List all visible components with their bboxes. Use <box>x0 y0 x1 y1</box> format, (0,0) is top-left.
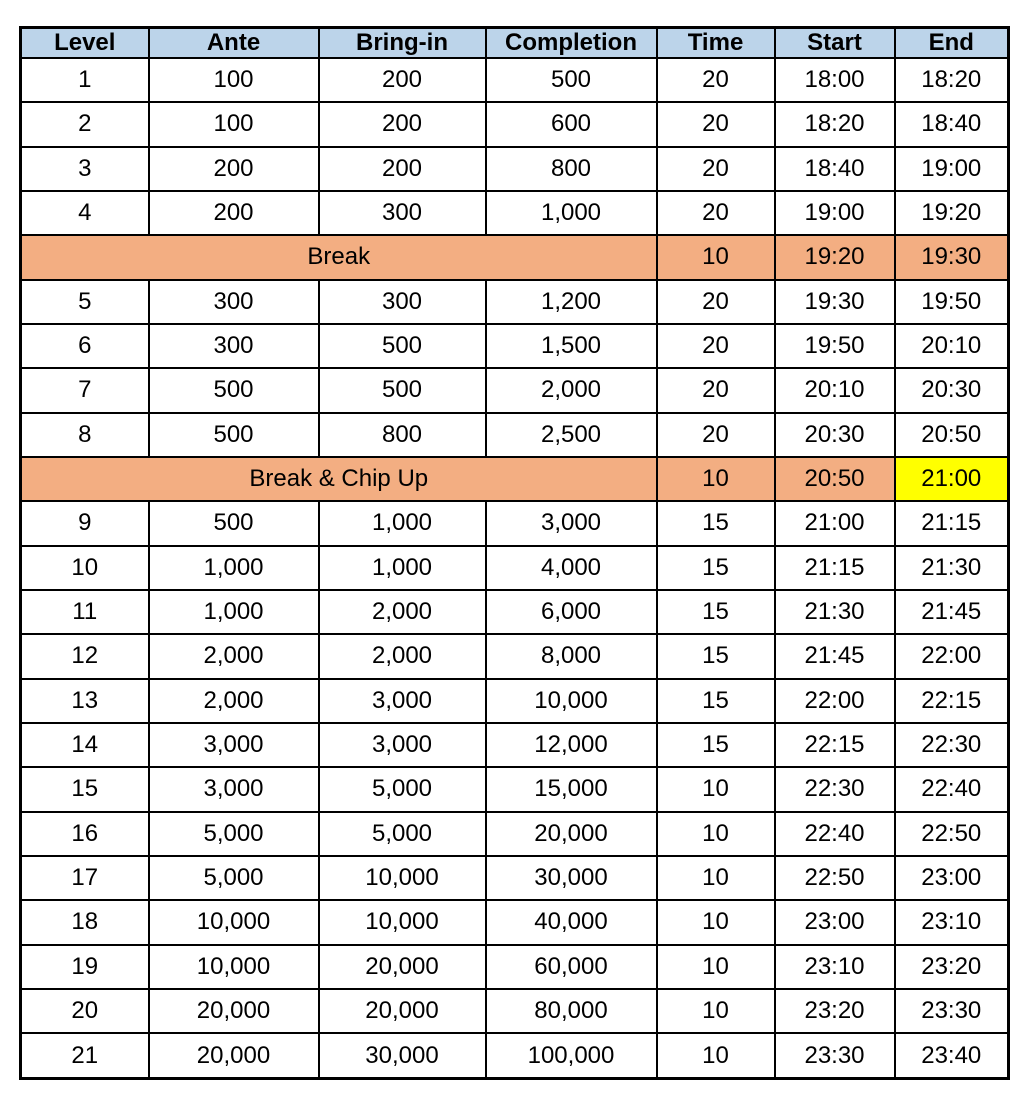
end-cell: 22:50 <box>895 812 1009 856</box>
end-cell: 18:20 <box>895 58 1009 102</box>
start-cell: 23:10 <box>775 945 895 989</box>
level-row <box>21 767 1009 811</box>
completion-cell: 3,000 <box>486 501 657 545</box>
completion-cell: 30,000 <box>486 856 657 900</box>
level-row <box>21 191 1009 235</box>
completion-cell: 4,000 <box>486 546 657 590</box>
level-cell: 13 <box>21 679 149 723</box>
time-cell: 10 <box>657 900 775 944</box>
end-cell: 19:50 <box>895 280 1009 324</box>
end-cell: 19:00 <box>895 147 1009 191</box>
bring-in-cell: 1,000 <box>319 501 486 545</box>
bring-in-cell: 10,000 <box>319 900 486 944</box>
end-cell: 19:20 <box>895 191 1009 235</box>
time-cell: 20 <box>657 147 775 191</box>
time-cell: 10 <box>657 856 775 900</box>
level-cell: 17 <box>21 856 149 900</box>
ante-cell: 10,000 <box>149 900 319 944</box>
column-header-level: Level <box>21 28 149 59</box>
bring-in-cell: 200 <box>319 147 486 191</box>
completion-cell: 600 <box>486 102 657 146</box>
level-cell: 8 <box>21 413 149 457</box>
bring-in-cell: 3,000 <box>319 679 486 723</box>
completion-cell: 12,000 <box>486 723 657 767</box>
break-row <box>21 457 1009 501</box>
level-cell: 19 <box>21 945 149 989</box>
level-row <box>21 634 1009 678</box>
end-cell: 18:40 <box>895 102 1009 146</box>
level-cell: 11 <box>21 590 149 634</box>
ante-cell: 20,000 <box>149 989 319 1033</box>
ante-cell: 200 <box>149 147 319 191</box>
ante-cell: 5,000 <box>149 856 319 900</box>
start-cell: 22:00 <box>775 679 895 723</box>
level-row <box>21 368 1009 412</box>
level-cell: 2 <box>21 102 149 146</box>
ante-cell: 3,000 <box>149 767 319 811</box>
completion-cell: 1,200 <box>486 280 657 324</box>
level-row <box>21 856 1009 900</box>
time-cell: 15 <box>657 546 775 590</box>
time-cell: 20 <box>657 58 775 102</box>
end-cell: 20:10 <box>895 324 1009 368</box>
ante-cell: 2,000 <box>149 634 319 678</box>
level-row <box>21 102 1009 146</box>
start-cell: 18:40 <box>775 147 895 191</box>
bring-in-cell: 2,000 <box>319 590 486 634</box>
table-header <box>21 28 1009 59</box>
level-row <box>21 324 1009 368</box>
table-body <box>21 58 1009 1079</box>
time-cell: 10 <box>657 1033 775 1078</box>
start-cell: 19:20 <box>775 235 895 279</box>
completion-cell: 2,500 <box>486 413 657 457</box>
start-cell: 18:20 <box>775 102 895 146</box>
bring-in-cell: 5,000 <box>319 812 486 856</box>
bring-in-cell: 200 <box>319 102 486 146</box>
ante-cell: 500 <box>149 368 319 412</box>
time-cell: 20 <box>657 102 775 146</box>
start-cell: 21:00 <box>775 501 895 545</box>
completion-cell: 20,000 <box>486 812 657 856</box>
level-cell: 1 <box>21 58 149 102</box>
level-cell: 7 <box>21 368 149 412</box>
end-cell: 22:40 <box>895 767 1009 811</box>
bring-in-cell: 500 <box>319 324 486 368</box>
end-cell: 23:10 <box>895 900 1009 944</box>
time-cell: 20 <box>657 280 775 324</box>
bring-in-cell: 1,000 <box>319 546 486 590</box>
level-cell: 16 <box>21 812 149 856</box>
bring-in-cell: 200 <box>319 58 486 102</box>
completion-cell: 800 <box>486 147 657 191</box>
start-cell: 18:00 <box>775 58 895 102</box>
ante-cell: 3,000 <box>149 723 319 767</box>
time-cell: 15 <box>657 501 775 545</box>
completion-cell: 60,000 <box>486 945 657 989</box>
completion-cell: 40,000 <box>486 900 657 944</box>
level-row <box>21 590 1009 634</box>
time-cell: 20 <box>657 324 775 368</box>
level-cell: 6 <box>21 324 149 368</box>
completion-cell: 15,000 <box>486 767 657 811</box>
bring-in-cell: 500 <box>319 368 486 412</box>
level-row <box>21 812 1009 856</box>
level-cell: 21 <box>21 1033 149 1078</box>
bring-in-cell: 20,000 <box>319 989 486 1033</box>
completion-cell: 100,000 <box>486 1033 657 1078</box>
column-header-completion: Completion <box>486 28 657 59</box>
header-row <box>21 28 1009 59</box>
level-row <box>21 679 1009 723</box>
bring-in-cell: 800 <box>319 413 486 457</box>
start-cell: 21:45 <box>775 634 895 678</box>
time-cell: 15 <box>657 590 775 634</box>
time-cell: 10 <box>657 945 775 989</box>
column-header-time: Time <box>657 28 775 59</box>
start-cell: 23:20 <box>775 989 895 1033</box>
ante-cell: 500 <box>149 501 319 545</box>
time-cell: 20 <box>657 413 775 457</box>
end-cell: 21:45 <box>895 590 1009 634</box>
bring-in-cell: 20,000 <box>319 945 486 989</box>
end-cell: 22:15 <box>895 679 1009 723</box>
level-row <box>21 147 1009 191</box>
completion-cell: 1,500 <box>486 324 657 368</box>
end-cell: 21:15 <box>895 501 1009 545</box>
level-cell: 4 <box>21 191 149 235</box>
level-row <box>21 546 1009 590</box>
level-cell: 5 <box>21 280 149 324</box>
column-header-end: End <box>895 28 1009 59</box>
start-cell: 19:50 <box>775 324 895 368</box>
time-cell: 10 <box>657 767 775 811</box>
start-cell: 22:30 <box>775 767 895 811</box>
ante-cell: 100 <box>149 102 319 146</box>
start-cell: 22:40 <box>775 812 895 856</box>
completion-cell: 500 <box>486 58 657 102</box>
end-cell: 19:30 <box>895 235 1009 279</box>
bring-in-cell: 300 <box>319 280 486 324</box>
ante-cell: 10,000 <box>149 945 319 989</box>
start-cell: 19:00 <box>775 191 895 235</box>
break-row <box>21 235 1009 279</box>
bring-in-cell: 2,000 <box>319 634 486 678</box>
ante-cell: 100 <box>149 58 319 102</box>
level-cell: 3 <box>21 147 149 191</box>
start-cell: 22:15 <box>775 723 895 767</box>
end-cell: 23:20 <box>895 945 1009 989</box>
time-cell: 20 <box>657 368 775 412</box>
ante-cell: 200 <box>149 191 319 235</box>
column-header-ante: Ante <box>149 28 319 59</box>
completion-cell: 80,000 <box>486 989 657 1033</box>
level-cell: 18 <box>21 900 149 944</box>
end-cell: 23:40 <box>895 1033 1009 1078</box>
column-header-start: Start <box>775 28 895 59</box>
end-cell: 22:00 <box>895 634 1009 678</box>
ante-cell: 5,000 <box>149 812 319 856</box>
level-row <box>21 945 1009 989</box>
time-cell: 15 <box>657 679 775 723</box>
completion-cell: 10,000 <box>486 679 657 723</box>
end-cell: 20:50 <box>895 413 1009 457</box>
ante-cell: 20,000 <box>149 1033 319 1078</box>
start-cell: 23:30 <box>775 1033 895 1078</box>
time-cell: 10 <box>657 235 775 279</box>
level-cell: 14 <box>21 723 149 767</box>
end-cell: 22:30 <box>895 723 1009 767</box>
time-cell: 20 <box>657 191 775 235</box>
time-cell: 10 <box>657 989 775 1033</box>
level-row <box>21 1033 1009 1078</box>
start-cell: 23:00 <box>775 900 895 944</box>
level-cell: 9 <box>21 501 149 545</box>
ante-cell: 1,000 <box>149 590 319 634</box>
completion-cell: 1,000 <box>486 191 657 235</box>
end-cell: 23:00 <box>895 856 1009 900</box>
level-row <box>21 58 1009 102</box>
completion-cell: 6,000 <box>486 590 657 634</box>
start-cell: 21:30 <box>775 590 895 634</box>
bring-in-cell: 300 <box>319 191 486 235</box>
level-row <box>21 900 1009 944</box>
end-cell-highlighted: 21:00 <box>895 457 1009 501</box>
completion-cell: 2,000 <box>486 368 657 412</box>
start-cell: 19:30 <box>775 280 895 324</box>
ante-cell: 2,000 <box>149 679 319 723</box>
level-row <box>21 501 1009 545</box>
level-row <box>21 413 1009 457</box>
level-row <box>21 989 1009 1033</box>
start-cell: 22:50 <box>775 856 895 900</box>
level-row <box>21 723 1009 767</box>
bring-in-cell: 3,000 <box>319 723 486 767</box>
bring-in-cell: 30,000 <box>319 1033 486 1078</box>
level-cell: 20 <box>21 989 149 1033</box>
level-row <box>21 280 1009 324</box>
break-label-cell: Break & Chip Up <box>21 457 657 501</box>
ante-cell: 300 <box>149 280 319 324</box>
ante-cell: 300 <box>149 324 319 368</box>
start-cell: 20:50 <box>775 457 895 501</box>
completion-cell: 8,000 <box>486 634 657 678</box>
column-header-bring-in: Bring-in <box>319 28 486 59</box>
end-cell: 21:30 <box>895 546 1009 590</box>
bring-in-cell: 10,000 <box>319 856 486 900</box>
blind-structure-table <box>19 26 1010 1080</box>
ante-cell: 1,000 <box>149 546 319 590</box>
start-cell: 20:10 <box>775 368 895 412</box>
time-cell: 10 <box>657 457 775 501</box>
level-cell: 15 <box>21 767 149 811</box>
time-cell: 10 <box>657 812 775 856</box>
end-cell: 23:30 <box>895 989 1009 1033</box>
start-cell: 20:30 <box>775 413 895 457</box>
end-cell: 20:30 <box>895 368 1009 412</box>
break-label-cell: Break <box>21 235 657 279</box>
level-cell: 10 <box>21 546 149 590</box>
time-cell: 15 <box>657 723 775 767</box>
level-cell: 12 <box>21 634 149 678</box>
start-cell: 21:15 <box>775 546 895 590</box>
ante-cell: 500 <box>149 413 319 457</box>
bring-in-cell: 5,000 <box>319 767 486 811</box>
time-cell: 15 <box>657 634 775 678</box>
